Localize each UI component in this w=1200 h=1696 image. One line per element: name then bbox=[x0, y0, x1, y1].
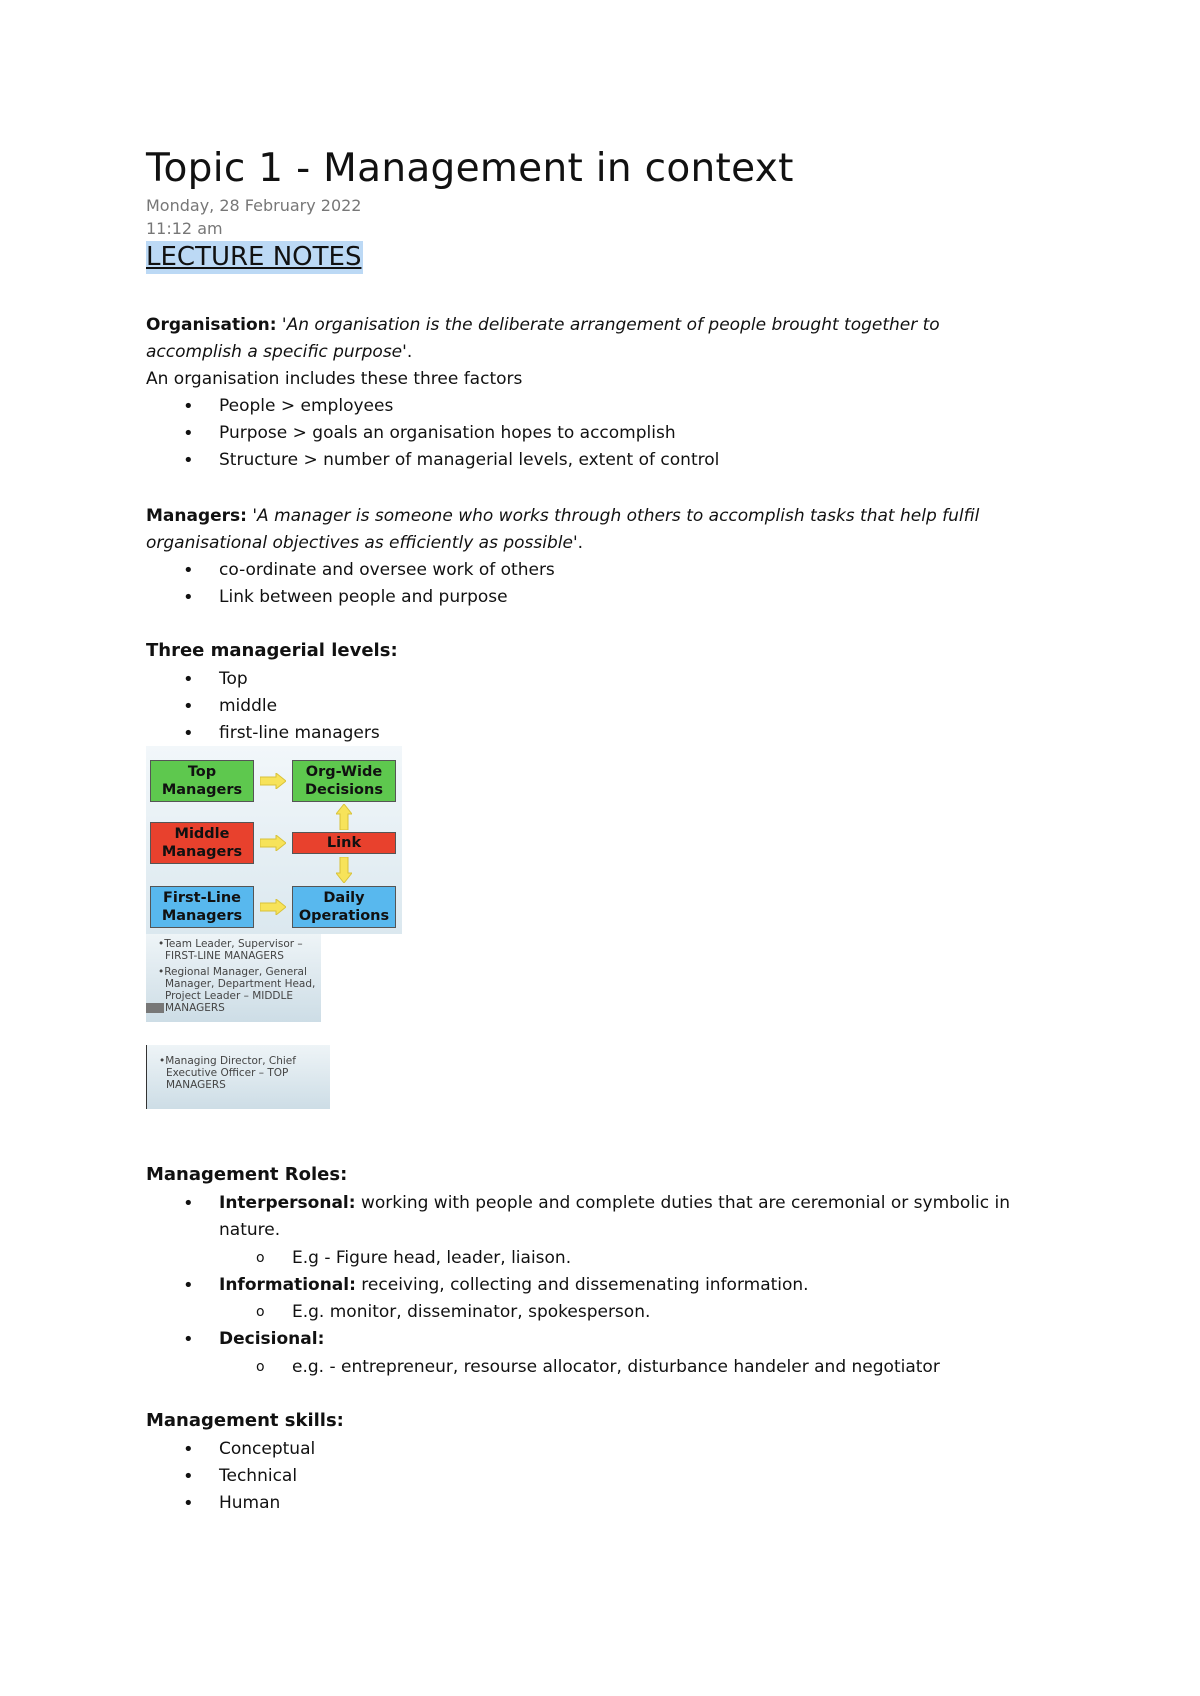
managers-label: Managers: bbox=[146, 506, 247, 526]
bullet-icon: • bbox=[183, 1466, 194, 1487]
daily-operations-box: Daily Operations bbox=[292, 886, 396, 928]
bullet-icon: • bbox=[183, 669, 194, 690]
circle-bullet-icon: o bbox=[256, 1304, 265, 1320]
bullet-icon: • bbox=[183, 587, 194, 608]
image-fragment bbox=[146, 1003, 164, 1013]
organisation-definition-cont: accomplish a specific purpose'. bbox=[146, 342, 413, 362]
bullet-icon: • bbox=[183, 1329, 194, 1350]
bullet-icon: • bbox=[183, 450, 194, 471]
top-managers-box: Top Managers bbox=[150, 760, 254, 802]
bullet-icon: • bbox=[183, 1275, 194, 1296]
bullet-icon: • bbox=[183, 696, 194, 717]
interpersonal-label: Interpersonal: bbox=[219, 1193, 356, 1213]
bullet-icon: • bbox=[183, 560, 194, 581]
circle-bullet-icon: o bbox=[256, 1250, 265, 1266]
bullet-icon: • bbox=[183, 723, 194, 744]
bullet-icon: • bbox=[183, 1493, 194, 1514]
first-line-managers-box: First-Line Managers bbox=[150, 886, 254, 928]
circle-bullet-icon: o bbox=[256, 1359, 265, 1375]
section-heading: LECTURE NOTES bbox=[146, 242, 362, 272]
informational-label: Informational: bbox=[219, 1275, 356, 1295]
managers-definition: Managers: 'A manager is someone who works through others to accomplish tasks that help fulfil bbox=[146, 506, 980, 526]
bullet-icon: • bbox=[183, 1439, 194, 1460]
organisation-definition: Organisation: 'An organisation is the deliberate arrangement of people brought together to bbox=[146, 315, 940, 335]
arrow-up-icon bbox=[336, 804, 352, 830]
bullet-icon: • bbox=[183, 1193, 194, 1214]
levels-heading: Three managerial levels: bbox=[146, 640, 398, 661]
managerial-levels-diagram bbox=[146, 746, 402, 934]
diagram-caption-top-level: •Managing Director, Chief Executive Officer – TOP MANAGERS bbox=[146, 1045, 330, 1109]
bullet-icon: • bbox=[183, 396, 194, 417]
middle-managers-box: Middle Managers bbox=[150, 822, 254, 864]
organisation-label: Organisation: bbox=[146, 315, 277, 335]
page-title: Topic 1 - Management in context bbox=[146, 146, 794, 191]
arrow-right-icon bbox=[260, 773, 286, 789]
decisional-label: Decisional: bbox=[219, 1329, 325, 1349]
note-date: Monday, 28 February 2022 bbox=[146, 196, 362, 215]
roles-heading: Management Roles: bbox=[146, 1164, 348, 1185]
link-box: Link bbox=[292, 832, 396, 854]
organisation-intro: An organisation includes these three factors bbox=[146, 369, 523, 389]
arrow-right-icon bbox=[260, 899, 286, 915]
bullet-icon: • bbox=[183, 423, 194, 444]
arrow-right-icon bbox=[260, 835, 286, 851]
managers-definition-cont: organisational objectives as efficiently as possible'. bbox=[146, 533, 584, 553]
diagram-caption-lower-levels: •Team Leader, Supervisor – FIRST-LINE MANAGERS •Regional Manager, General Manager, Department Head, Project Leader – MIDDLE MANAGERS bbox=[146, 934, 321, 1022]
skills-heading: Management skills: bbox=[146, 1410, 344, 1431]
org-wide-decisions-box: Org-Wide Decisions bbox=[292, 760, 396, 802]
note-time: 11:12 am bbox=[146, 219, 223, 238]
arrow-down-icon bbox=[336, 857, 352, 883]
